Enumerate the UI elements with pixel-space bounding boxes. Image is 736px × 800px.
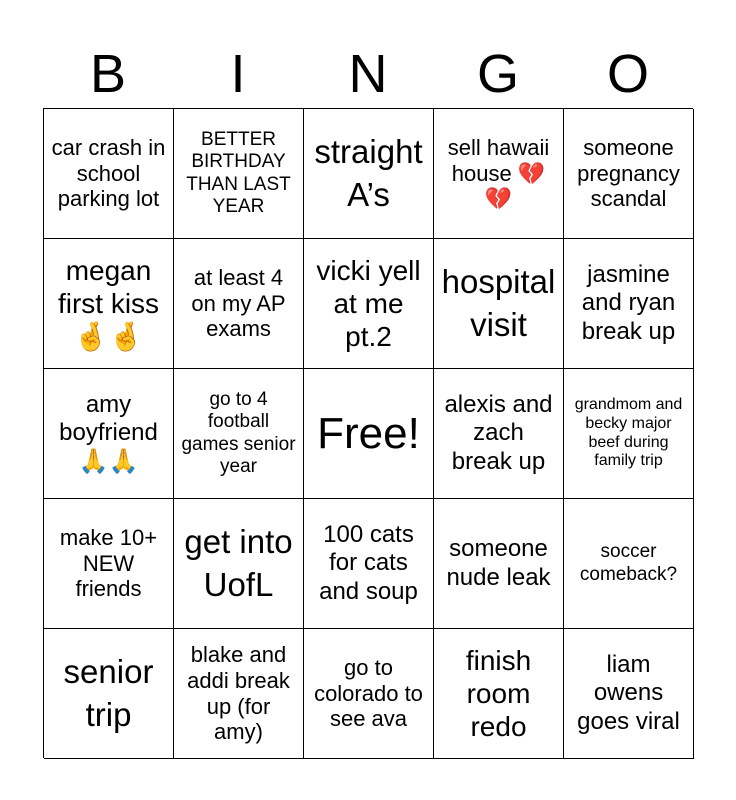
bingo-cell-r1c1[interactable]: car crash in school parking lot [44,109,174,239]
bingo-cell-r3c5[interactable]: grandmom and becky major beef during family trip [564,369,694,499]
bingo-cell-r4c5[interactable]: soccer comeback? [564,499,694,629]
bingo-cell-r2c5[interactable]: jasmine and ryan break up [564,239,694,369]
bingo-cell-r4c3[interactable]: 100 cats for cats and soup [304,499,434,629]
bingo-cell-r5c3[interactable]: go to colorado to see ava [304,629,434,759]
header-letter-o: O [606,44,649,104]
bingo-cell-r2c3[interactable]: vicki yell at me pt.2 [304,239,434,369]
header-letter-b: B [89,44,127,104]
bingo-cell-r1c3[interactable]: straight A’s [304,109,434,239]
bingo-cell-r3c1[interactable]: amy boyfriend 🙏🙏 [44,369,174,499]
bingo-cell-r1c2[interactable]: BETTER BIRTHDAY THAN LAST YEAR [174,109,304,239]
header-letter-g: G [476,44,519,104]
bingo-cell-r2c1[interactable]: megan first kiss 🤞🤞 [44,239,174,369]
header-letter-n: N [348,44,388,104]
bingo-cell-r5c4[interactable]: finish room redo [434,629,564,759]
bingo-cell-r4c2[interactable]: get into UofL [174,499,304,629]
bingo-cell-r1c4[interactable]: sell hawaii house 💔💔 [434,109,564,239]
bingo-cell-r2c2[interactable]: at least 4 on my AP exams [174,239,304,369]
bingo-cell-free[interactable]: Free! [304,369,434,499]
bingo-cell-r1c5[interactable]: someone pregnancy scandal [564,109,694,239]
bingo-cell-r3c4[interactable]: alexis and zach break up [434,369,564,499]
bingo-cell-r3c2[interactable]: go to 4 football games senior year [174,369,304,499]
bingo-cell-r2c4[interactable]: hospital visit [434,239,564,369]
bingo-cell-r4c4[interactable]: someone nude leak [434,499,564,629]
bingo-header [43,40,693,108]
bingo-board [43,108,693,758]
bingo-cell-r4c1[interactable]: make 10+ NEW friends [44,499,174,629]
header-letter-i: I [230,44,246,104]
bingo-cell-r5c2[interactable]: blake and addi break up (for amy) [174,629,304,759]
bingo-cell-r5c5[interactable]: liam owens goes viral [564,629,694,759]
bingo-cell-r5c1[interactable]: senior trip [44,629,174,759]
